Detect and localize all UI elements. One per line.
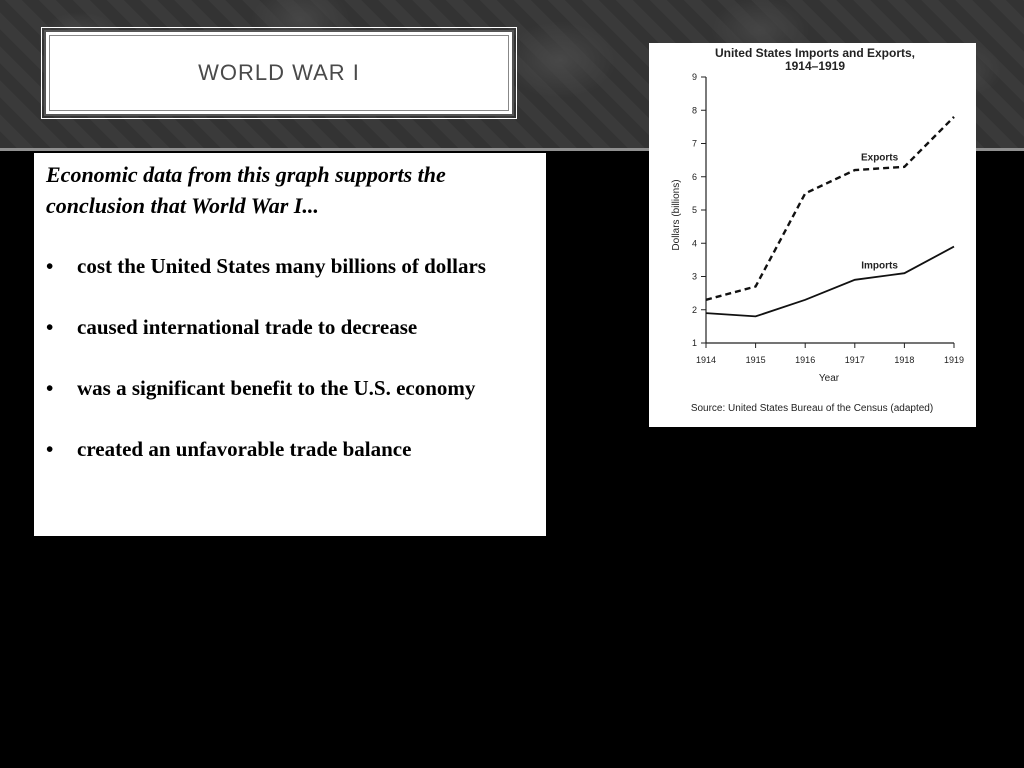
y-tick-label: 4 — [691, 238, 697, 249]
x-ticks — [696, 343, 964, 365]
x-tick-label: 1916 — [795, 355, 816, 365]
x-tick-label: 1918 — [894, 355, 915, 365]
series-line-imports — [706, 247, 954, 317]
answer-option-text: caused international trade to decrease — [77, 315, 418, 339]
y-tick-label: 6 — [691, 171, 697, 182]
x-tick-label: 1917 — [844, 355, 865, 365]
y-tick-label: 1 — [691, 338, 697, 348]
answer-option-text: created an unfavorable trade balance — [77, 437, 412, 461]
question-text: Economic data from this graph supports the conclusion that World War I... — [46, 162, 446, 218]
answer-option — [46, 373, 534, 404]
y-tick-label: 8 — [691, 105, 697, 116]
y-tick-label: 3 — [691, 271, 697, 282]
y-tick-label: 7 — [691, 138, 697, 149]
series-label-exports: Exports — [860, 152, 899, 164]
y-axis-label: Dollars (billions) — [671, 179, 682, 251]
x-tick-label: 1915 — [745, 355, 766, 365]
x-tick-label: 1919 — [943, 355, 965, 365]
answer-option — [46, 434, 534, 465]
x-axis-label: Year — [818, 373, 840, 384]
series-line-exports — [706, 117, 954, 300]
bullet-icon: • — [46, 376, 54, 400]
title-box — [44, 30, 514, 116]
answer-option — [46, 251, 534, 282]
y-tick-label: 9 — [691, 72, 697, 82]
series-group — [706, 117, 954, 317]
chart-panel — [649, 43, 976, 427]
chart-title-line2: 1914–1919 — [784, 59, 846, 73]
chart-title-line1: United States Imports and Exports, — [714, 46, 916, 60]
chart-source: Source: United States Bureau of the Census (adapted) — [690, 403, 934, 414]
answer-option-text: cost the United States many billions of dollars — [77, 254, 486, 278]
x-tick-label: 1914 — [695, 355, 717, 365]
answer-option — [46, 312, 534, 343]
bullet-icon: • — [46, 254, 54, 278]
y-ticks — [692, 72, 706, 348]
imports-exports-chart — [649, 43, 976, 427]
question-panel — [34, 153, 546, 536]
slide-title: WORLD WAR I — [198, 60, 360, 85]
series-label-imports: Imports — [861, 260, 898, 272]
answer-option-text: was a significant benefit to the U.S. economy — [77, 376, 476, 400]
y-tick-label: 2 — [691, 304, 697, 315]
y-tick-label: 5 — [691, 205, 697, 215]
answer-options — [46, 251, 534, 465]
bullet-icon: • — [46, 437, 54, 461]
bullet-icon: • — [46, 315, 54, 339]
